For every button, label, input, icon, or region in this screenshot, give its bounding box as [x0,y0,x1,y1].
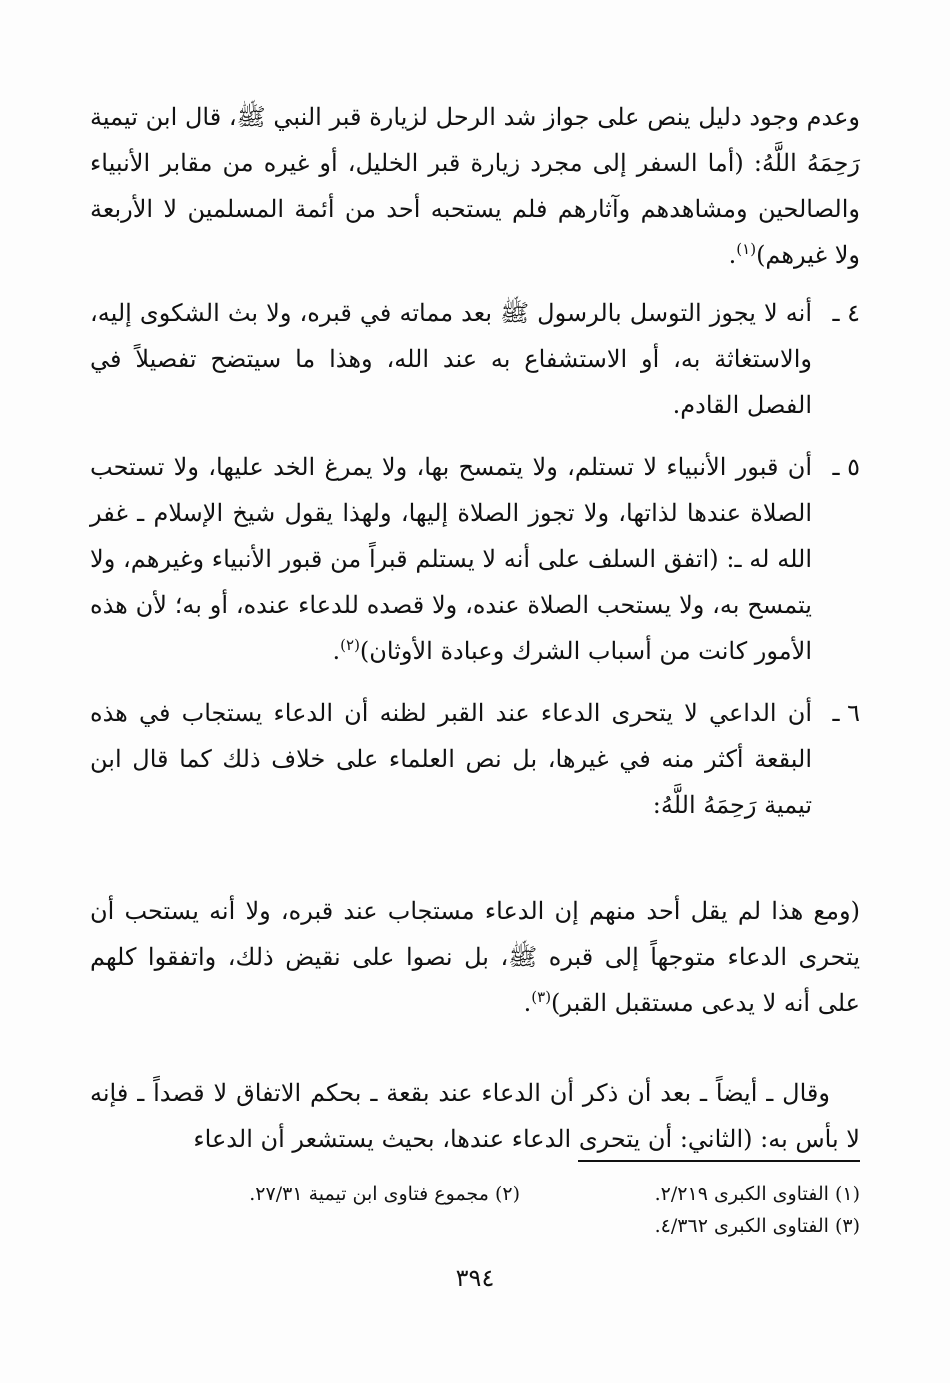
footnote-row [90,1210,860,1242]
footnotes [90,1178,860,1242]
footnote-number: (٢) [494,1183,520,1205]
item-text [90,690,812,828]
paragraph-text [90,94,860,278]
opening-paragraph [90,94,860,278]
list-item [90,290,860,428]
footnote-1 [520,1178,860,1210]
item-number: ٥ ـ [832,453,860,481]
item-body: أنه لا يجوز التوسل بالرسول ﷺ بعد مماته في قبره، ولا بث الشكوى إليه، والاستغاثة به، أو الاستشفاع به عند الله، وهذا ما سيتضح تفصيلاً في الفصل القادم. [90,299,812,419]
page-number: ٣٩٤ [455,1264,495,1292]
numbered-list [90,290,860,844]
footnote-number: (٣) [834,1215,860,1237]
item-body: أن الداعي لا يتحرى الدعاء عند القبر لظنه أن الدعاء يستجاب في هذه البقعة أكثر منه في غيرها، بل نص العلماء على خلاف ذلك كما قال ابن تيمية رَحِمَهُ اللَّهُ: [90,699,812,819]
item-body: أن قبور الأنبياء لا تستلم، ولا يتمسح بها، ولا يمرغ الخد عليها، ولا تستحب الصلاة عندها لذاتها، ولا تجوز الصلاة إليها، ولهذا يقول شيخ الإسلام ـ غفر الله له ـ: (اتفق السلف على أنه لا يستلم قبراً من قبور الأنبياء وغيرهم، ولا يتمسح به، ولا يستحب الصلاة عنده، ولا قصده للدعاء عنده، أو به؛ لأن هذه الأمور كانت من أسباب الشرك وعبادة الأوثان) [90,453,812,665]
footnote-ref: (٢) [340,636,360,654]
footnote-text: الفتاوى الكبرى ٢/٢١٩. [654,1183,829,1205]
footnote-divider [578,1160,860,1162]
item-number: ٤ ـ [832,299,860,327]
footnote-number: (١) [834,1183,860,1205]
footnote-text: الفتاوى الكبرى ٤/٣٦٢. [654,1215,829,1237]
footnote-ref: (١) [736,240,757,258]
paragraph-body: وعدم وجود دليل ينص على جواز شد الرحل لزيارة قبر النبي ﷺ، قال ابن تيمية رَحِمَهُ اللَّهُ: (أما السفر إلى مجرد زيارة قبر الخليل، أو غيره من مقابر الأنبياء والصالحين ومشاهدهم وآثارهم فلم يستحبه أحد من أئمة المسلمين لا الأربعة ولا غيرهم) [90,103,861,269]
continuation-text: وقال ـ أيضاً ـ بعد أن ذكر أن الدعاء عند بقعة ـ بحكم الاتفاق لا قصداً ـ فإنه لا بأس به: (الثاني: أن يتحرى الدعاء عندها، بحيث يستشعر أن الدعاء [90,1079,860,1153]
footnote-ref: (٣) [531,988,552,1006]
item-number: ٦ ـ [832,699,860,727]
quotation-paragraph [90,888,860,1026]
paragraph-end: . [728,241,737,269]
footnote-row [90,1178,860,1210]
footnote-2 [180,1178,520,1210]
list-item [90,690,860,828]
list-item [90,444,860,674]
item-end: . [332,637,341,665]
quote-end: . [523,989,532,1017]
item-text [90,444,812,674]
continuation-paragraph [90,1046,860,1186]
item-text [90,290,812,428]
quote-body: (ومع هذا لم يقل أحد منهم إن الدعاء مستجاب عند قبره، ولا أنه يستحب أن يتحرى الدعاء متوجهاً إلى قبره ﷺ، بل نصوا على نقيض ذلك، واتفقوا كلهم على أنه لا يدعى مستقبل القبر) [90,897,860,1017]
footnote-3 [520,1210,860,1242]
quote-text [90,888,860,1026]
footnote-text: مجموع فتاوى ابن تيمية ٢٧/٣١. [249,1183,489,1205]
